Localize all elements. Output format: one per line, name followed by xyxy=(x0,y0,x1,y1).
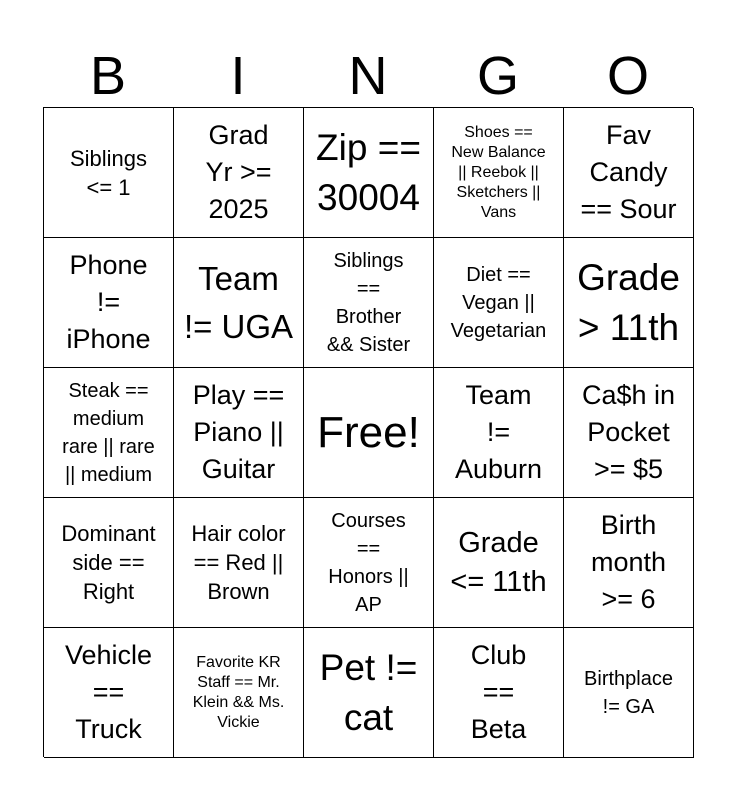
cell-text: Diet == Vegan || Vegetarian xyxy=(450,263,547,342)
bingo-cell[interactable] xyxy=(44,368,174,498)
cell-text: Courses == Honors || AP xyxy=(328,509,409,616)
bingo-cell[interactable] xyxy=(304,628,434,758)
cell-text: Phone != iPhone xyxy=(66,250,151,354)
bingo-header xyxy=(43,44,693,108)
cell-text: Steak == medium rare || rare || medium xyxy=(62,379,155,486)
bingo-cell[interactable] xyxy=(434,368,564,498)
bingo-cell[interactable] xyxy=(304,498,434,628)
cell-text: Zip == 30004 xyxy=(316,126,421,218)
bingo-cell[interactable] xyxy=(564,628,694,758)
cell-text: Siblings <= 1 xyxy=(69,145,148,200)
header-letter-i: I xyxy=(230,46,246,106)
cell-text: Fav Candy == Sour xyxy=(580,120,677,224)
cell-text: Team != UGA xyxy=(183,259,294,345)
bingo-grid xyxy=(43,107,693,757)
cell-text: Club == Beta xyxy=(470,640,527,744)
bingo-cell[interactable] xyxy=(434,108,564,238)
bingo-cell[interactable] xyxy=(174,368,304,498)
header-letter-b: B xyxy=(89,46,127,106)
cell-text: Siblings == Brother && Sister xyxy=(326,249,411,356)
cell-text: Vehicle == Truck xyxy=(64,640,153,744)
bingo-cell[interactable] xyxy=(434,238,564,368)
cell-text: Grad Yr >= 2025 xyxy=(205,120,272,224)
cell-text: Grade > 11th xyxy=(577,256,680,348)
bingo-cell[interactable] xyxy=(434,498,564,628)
bingo-cell[interactable] xyxy=(564,238,694,368)
cell-text: Pet != cat xyxy=(319,646,418,738)
bingo-cell[interactable] xyxy=(304,238,434,368)
bingo-cell[interactable] xyxy=(44,628,174,758)
cell-text: Dominant side == Right xyxy=(61,521,156,604)
bingo-cell[interactable] xyxy=(44,108,174,238)
bingo-cell[interactable] xyxy=(44,238,174,368)
bingo-cell[interactable] xyxy=(564,498,694,628)
bingo-cell[interactable] xyxy=(44,498,174,628)
bingo-cell[interactable] xyxy=(174,498,304,628)
bingo-cell-free[interactable] xyxy=(304,368,434,498)
free-space-text: Free! xyxy=(317,407,420,457)
cell-text: Grade <= 11th xyxy=(450,526,547,598)
header-letter-o: O xyxy=(606,46,649,106)
bingo-cell[interactable] xyxy=(434,628,564,758)
bingo-cell[interactable] xyxy=(564,108,694,238)
bingo-cell[interactable] xyxy=(174,108,304,238)
cell-text: Shoes == New Balance || Reebok || Sketchers || Vans xyxy=(451,123,546,221)
bingo-cell[interactable] xyxy=(174,238,304,368)
cell-text: Favorite KR Staff == Mr. Klein && Ms. Vickie xyxy=(192,653,285,731)
header-letter-n: N xyxy=(348,46,388,106)
bingo-cell[interactable] xyxy=(174,628,304,758)
cell-text: Hair color == Red || Brown xyxy=(191,521,286,604)
header-letter-g: G xyxy=(476,46,519,106)
cell-text: Team != Auburn xyxy=(454,380,543,484)
cell-text: Ca$h in Pocket >= $5 xyxy=(581,380,676,484)
bingo-cell[interactable] xyxy=(304,108,434,238)
cell-text: Play == Piano || Guitar xyxy=(192,380,285,484)
bingo-cell[interactable] xyxy=(564,368,694,498)
cell-text: Birthplace != GA xyxy=(584,667,673,718)
cell-text: Birth month >= 6 xyxy=(590,510,667,614)
